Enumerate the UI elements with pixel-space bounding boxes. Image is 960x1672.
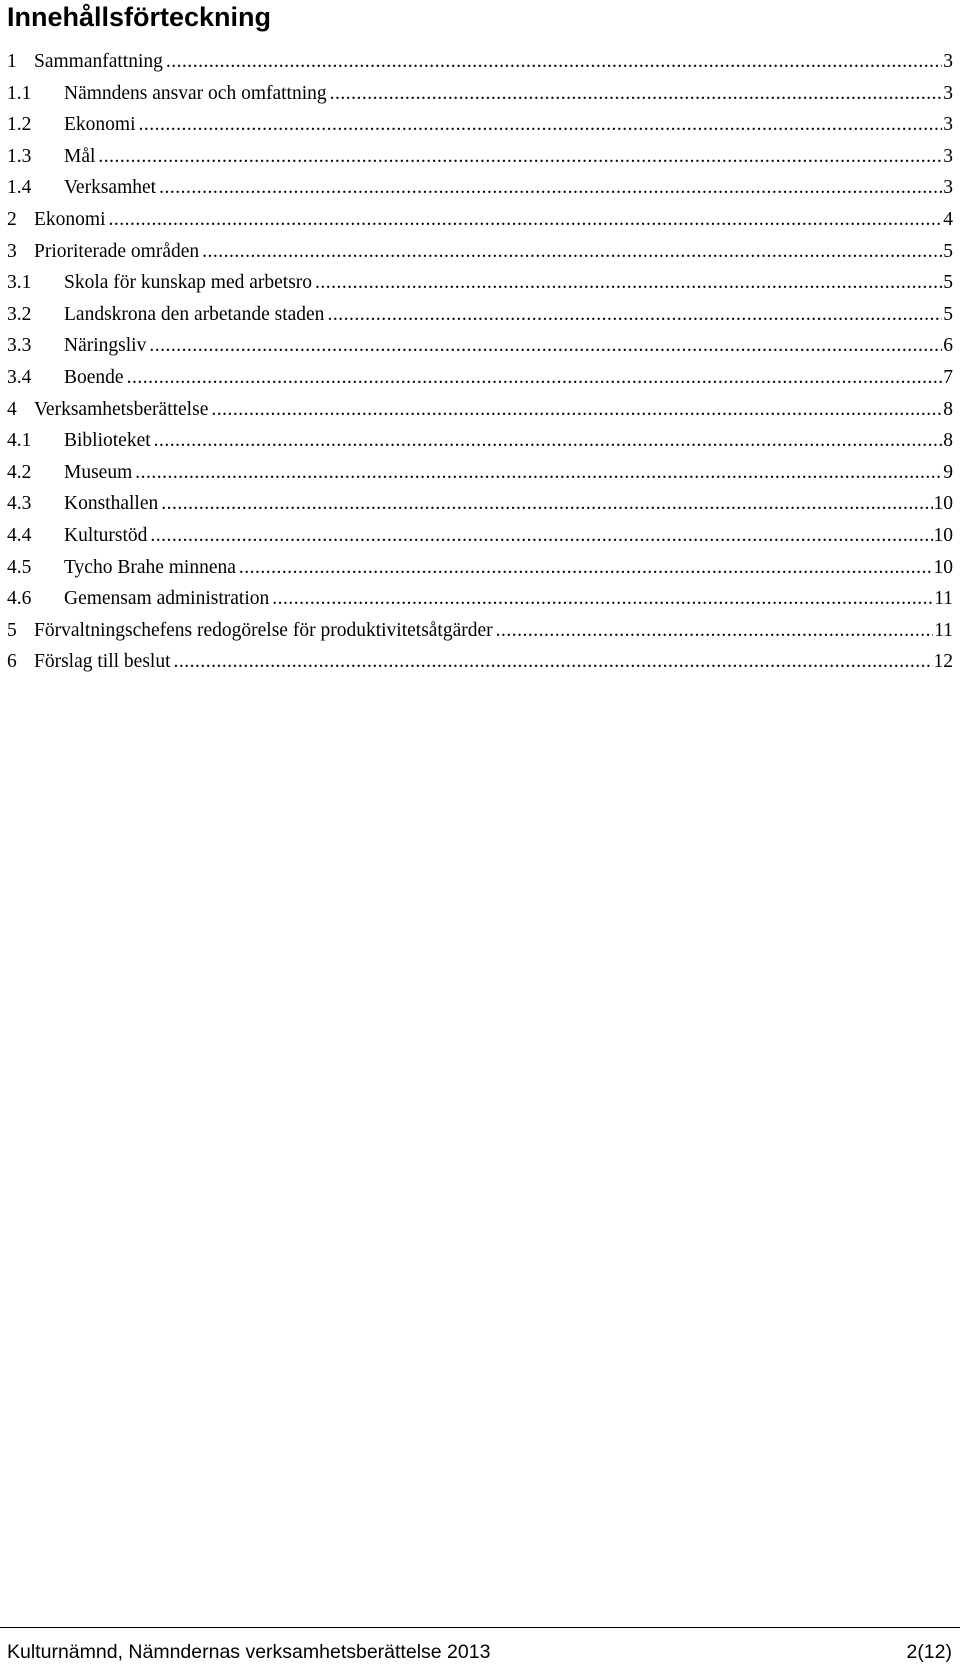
toc-entry-number: 6 <box>7 651 17 673</box>
toc-entry-title: Landskrona den arbetande staden <box>64 303 325 325</box>
toc-dot-leader <box>239 552 933 584</box>
footer-document-title: Kulturnämnd, Nämndernas verksamhetsberättelse 2013 <box>7 1641 491 1663</box>
toc-entry-number: 3.4 <box>7 366 32 388</box>
page-footer <box>0 1627 960 1672</box>
toc-dot-leader <box>211 394 942 426</box>
toc-entry-title: Nämndens ansvar och omfattning <box>64 82 327 104</box>
toc-dot-leader <box>166 46 942 78</box>
toc-entry-page-number: 12 <box>933 651 953 673</box>
toc-entry-number: 1.3 <box>7 145 32 167</box>
toc-entry-title: Mål <box>64 145 96 167</box>
toc-dot-leader <box>496 615 934 647</box>
toc-entry[interactable] <box>7 425 953 457</box>
toc-entry[interactable] <box>7 615 953 647</box>
toc-entry-title: Ekonomi <box>64 114 136 136</box>
toc-entry[interactable] <box>7 267 953 299</box>
toc-dot-leader <box>315 267 942 299</box>
toc-entry-title: Kulturstöd <box>64 524 148 546</box>
toc-entry-page-number: 7 <box>943 366 953 388</box>
table-of-contents <box>7 46 953 678</box>
toc-entry[interactable] <box>7 172 953 204</box>
toc-entry[interactable] <box>7 141 953 173</box>
toc-entry[interactable] <box>7 299 953 331</box>
toc-entry[interactable] <box>7 457 953 489</box>
toc-entry[interactable] <box>7 46 953 78</box>
toc-entry[interactable] <box>7 552 953 584</box>
toc-entry-number: 3.3 <box>7 335 32 357</box>
toc-entry-title: Förslag till beslut <box>34 651 171 673</box>
toc-dot-leader <box>330 78 943 110</box>
toc-dot-leader <box>202 236 942 268</box>
toc-dot-leader <box>159 172 942 204</box>
toc-entry-page-number: 3 <box>943 177 953 199</box>
toc-entry[interactable] <box>7 583 953 615</box>
toc-entry-title: Skola för kunskap med arbetsro <box>64 272 313 294</box>
toc-entry-page-number: 8 <box>943 430 953 452</box>
toc-entry-page-number: 3 <box>943 51 953 72</box>
toc-entry-number: 1 <box>7 51 17 72</box>
footer-page-number: 2(12) <box>906 1641 952 1663</box>
toc-entry-page-number: 11 <box>934 588 953 610</box>
toc-entry-page-number: 4 <box>943 208 953 230</box>
toc-entry-number: 4.5 <box>7 556 32 578</box>
toc-dot-leader <box>161 488 932 520</box>
toc-entry-title: Konsthallen <box>64 493 159 515</box>
toc-entry-title: Biblioteket <box>64 430 151 452</box>
toc-entry[interactable] <box>7 646 953 678</box>
toc-entry-title: Museum <box>64 461 133 483</box>
page-title: Innehållsförteckning <box>7 2 272 32</box>
toc-dot-leader <box>109 204 943 236</box>
toc-entry-number: 1.4 <box>7 177 32 199</box>
toc-entry-page-number: 3 <box>943 114 953 136</box>
toc-entry-number: 1.2 <box>7 114 32 136</box>
toc-entry-number: 4.6 <box>7 588 32 610</box>
toc-dot-leader <box>272 583 933 615</box>
toc-entry-page-number: 5 <box>943 272 953 294</box>
toc-entry[interactable] <box>7 394 953 426</box>
toc-entry-page-number: 10 <box>933 493 953 515</box>
toc-entry-number: 1.1 <box>7 82 32 104</box>
toc-entry-page-number: 9 <box>943 461 953 483</box>
toc-dot-leader <box>149 330 942 362</box>
toc-entry-number: 4.4 <box>7 524 32 546</box>
toc-entry-title: Sammanfattning <box>34 51 163 72</box>
toc-entry[interactable] <box>7 109 953 141</box>
toc-entry-page-number: 3 <box>943 82 953 104</box>
toc-entry[interactable] <box>7 78 953 110</box>
toc-dot-leader <box>127 362 943 394</box>
toc-entry-page-number: 5 <box>943 240 953 262</box>
toc-entry-title: Ekonomi <box>34 208 106 230</box>
toc-entry[interactable] <box>7 236 953 268</box>
toc-dot-leader <box>139 109 943 141</box>
toc-dot-leader <box>154 425 943 457</box>
toc-entry-page-number: 11 <box>934 619 953 641</box>
toc-dot-leader <box>98 141 942 173</box>
toc-entry-number: 4 <box>7 398 17 420</box>
toc-entry-title: Gemensam administration <box>64 588 270 610</box>
toc-entry-title: Boende <box>64 366 124 388</box>
toc-entry-page-number: 10 <box>933 556 953 578</box>
toc-entry[interactable] <box>7 520 953 552</box>
toc-entry-page-number: 5 <box>943 303 953 325</box>
toc-entry-title: Förvaltningschefens redogörelse för produktivitetsåtgärder <box>34 619 493 641</box>
toc-entry-number: 3 <box>7 240 17 262</box>
toc-entry-page-number: 3 <box>943 145 953 167</box>
toc-entry[interactable] <box>7 362 953 394</box>
toc-dot-leader <box>174 646 933 678</box>
toc-entry[interactable] <box>7 330 953 362</box>
toc-entry-number: 3.2 <box>7 303 32 325</box>
toc-entry-title: Tycho Brahe minnena <box>64 556 236 578</box>
toc-entry-page-number: 6 <box>943 335 953 357</box>
toc-entry-title: Verksamhetsberättelse <box>34 398 209 420</box>
toc-entry-number: 4.2 <box>7 461 32 483</box>
toc-dot-leader <box>327 299 942 331</box>
toc-entry-number: 3.1 <box>7 272 32 294</box>
toc-dot-leader <box>135 457 942 489</box>
toc-entry-number: 4.3 <box>7 493 32 515</box>
toc-entry-page-number: 10 <box>933 524 953 546</box>
toc-entry-number: 4.1 <box>7 430 32 452</box>
toc-entry-title: Näringsliv <box>64 335 147 357</box>
toc-entry-number: 2 <box>7 208 17 230</box>
toc-entry-page-number: 8 <box>943 398 953 420</box>
toc-entry[interactable] <box>7 488 953 520</box>
toc-entry-title: Prioriterade områden <box>34 240 200 262</box>
toc-dot-leader <box>150 520 932 552</box>
toc-entry-title: Verksamhet <box>64 177 157 199</box>
toc-entry-number: 5 <box>7 619 17 641</box>
toc-entry[interactable] <box>7 204 953 236</box>
